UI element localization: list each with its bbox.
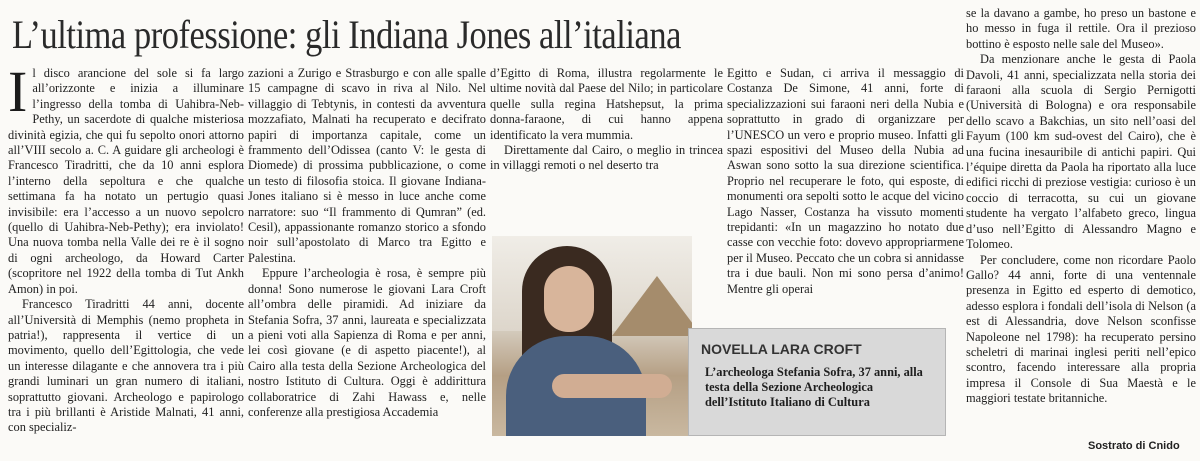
paragraph: se la davano a gambe, ho preso un bastone e ho messo in fuga il rettile. Ora il prezioso bottino è esposto nelle sale del Museo». <box>966 6 1196 51</box>
text-column-5 <box>966 6 1196 416</box>
caption-text: L’archeologa Stefania Sofra, 37 anni, alla testa della Sezione Archeologica dell’Istituto Italiano di Cultura <box>705 365 923 409</box>
paragraph: d’Egitto di Roma, illustra regolarmente le ultime novità dal Paese del Nilo; in particolare quelle sulla regina Hatshepsut, la prima donna-faraone, di cui hanno appena identificato la vera mummia. <box>490 66 723 142</box>
text-column-3 <box>490 66 723 232</box>
paragraph-text: l disco arancione del sole si fa largo all’orizzonte e inizia a illuminare l’ingresso della tomba di Uahibra-Neb-Pethy, un sacerdote di qualche misteriosa divinità egizia, che qui fu sepolto onori attorno all’VIII secolo a. C. A guidare gli archeologi è Francesco Tiradritti, che da 10 anni esplora l’interno della sepoltura e che qualche settimana fa ha notato un pertugio quasi invisibile: era l’accesso a un nuovo sepolcro (quello di Uahibra-Neb-Pethy); era inviolato! Una nuova tomba nella Valle dei re è il sogno di ogni archeologo, da Howard Carter (scopritore nel 1922 della tomba di Tut Ankh Amon) in poi. <box>8 66 244 296</box>
text-column-4 <box>727 66 964 332</box>
paragraph: zazioni a Zurigo e Strasburgo e con alle spalle 15 campagne di scavo in riva al Nilo. Nel villaggio di Tebtynis, in contesti da avventura mozzafiato, Malnati ha recuperato e decifrato papiri di importanza capitale, come un frammento dell’Odissea (canto V: le gesta di Diomede) di prossima pubblicazione, o come un testo di filosofia stoica. Il giovane Indiana-Jones italiano si è messo in luce anche come narratore: suo “Il frammento di Qumran” (ed. Cesil), appassionante romanzo storico a sfondo noir sull’apostolato di Marco tra Egitto e Palestina. <box>248 66 486 265</box>
pyramid-shape <box>612 276 692 336</box>
photo-face <box>544 266 594 332</box>
photo-caption-box <box>688 328 946 436</box>
drop-cap: I <box>8 66 28 124</box>
paragraph: Da menzionare anche le gesta di Paola Davoli, 41 anni, specializzata nella storia dei faraoni alla scuola di Sergio Pernigotti (Università di Bologna) e ora responsabile dello scavo a Bakchias, un sito nell’oasi del Fayum (100 km sud-ovest del Cairo), che è una fucina inesauribile di antichi papiri. Qui l’équipe diretta da Paola ha riportato alla luce edifici ricchi di preziose vestigia: curioso è un coccio di terracotta, su cui un giovane studente ha vergato l’alfabeto greco, lingua d’uso nell’Egitto di Alessandro Magno e Tolomeo. <box>966 52 1196 252</box>
article-photo <box>492 236 692 436</box>
paragraph: Per concludere, come non ricordare Paolo Gallo? 44 anni, forte di una ventennale presenza in Egitto ed esperto di demotico, adesso esplora i fondali dell’isola di Nelson (a est di Alessandria, dove Nelson sconfisse Napoleone nel 1798): ha recuperato persino scheletri di marinai inglesi periti nell’epico scontro, facendo interessare alla propria impresa il Console di Sua Maestà e le maggiori testate britanniche. <box>966 252 1196 406</box>
author-signature: Sostrato di Cnido <box>1088 440 1180 452</box>
paragraph: Egitto e Sudan, ci arriva il messaggio di Costanza De Simone, 41 anni, forte di specializzazioni sui faraoni neri della Nubia e soprattutto in grado di organizzare per l’UNESCO un vero e proprio museo. Infatti gli spazi espositivi del Museo della Nubia ad Aswan sono sotto la sua direzione scientifica. Proprio nel recuperare le foto, qui esposte, di monumenti ora sepolti sotto le acque del vicino Lago Nasser, Costanza ha vissuto momenti trepidanti: «In un magazzino ho notato due casse con vecchie foto: dovevo appropriarmene per il Museo. Peccato che un cobra si annidasse tra i due bauli. Non mi sono persa d’animo! Mentre gli operai <box>727 66 964 296</box>
photo-arms <box>552 374 672 398</box>
paragraph: Eppure l’archeologia è rosa, è sempre più donna! Sono numerose le giovani Lara Croft all’ombra delle piramidi. Ad iniziare da Stefania Sofra, 37 anni, laureata e specializzata a pieni voti alla Sapienza di Roma e per anni, lei così giovane (e di aspetto piacente!), al Cairo alla testa della Sezione Archeologica del nostro Istituto di Cultura. Oggi è addirittura collaboratrice di Zahi Hawass e, nelle conferenze alla prestigiosa Accademia <box>248 266 486 419</box>
article-headline: L’ultima professione: gli Indiana Jones all’italiana <box>12 12 681 57</box>
caption-title: NOVELLA LARA CROFT <box>701 341 862 357</box>
paragraph <box>8 66 244 297</box>
text-column-1 <box>8 66 244 458</box>
text-column-2 <box>248 66 486 458</box>
paragraph: Francesco Tiradritti 44 anni, docente all’Università di Memphis (nemo propheta in patria!), rappresenta il vertice di un movimento, quello dell’Egittologia, che vede un interesse dilagante e che annovera tra i più grandi luminari un gran numero di italiani, soprattutto giovani. Archeologo e papirologo tra i più brillanti è Aristide Malnati, 41 anni, con specializ- <box>8 297 244 435</box>
paragraph: Direttamente dal Cairo, o meglio in trincea in villaggi remoti o nel deserto tra <box>490 143 723 173</box>
